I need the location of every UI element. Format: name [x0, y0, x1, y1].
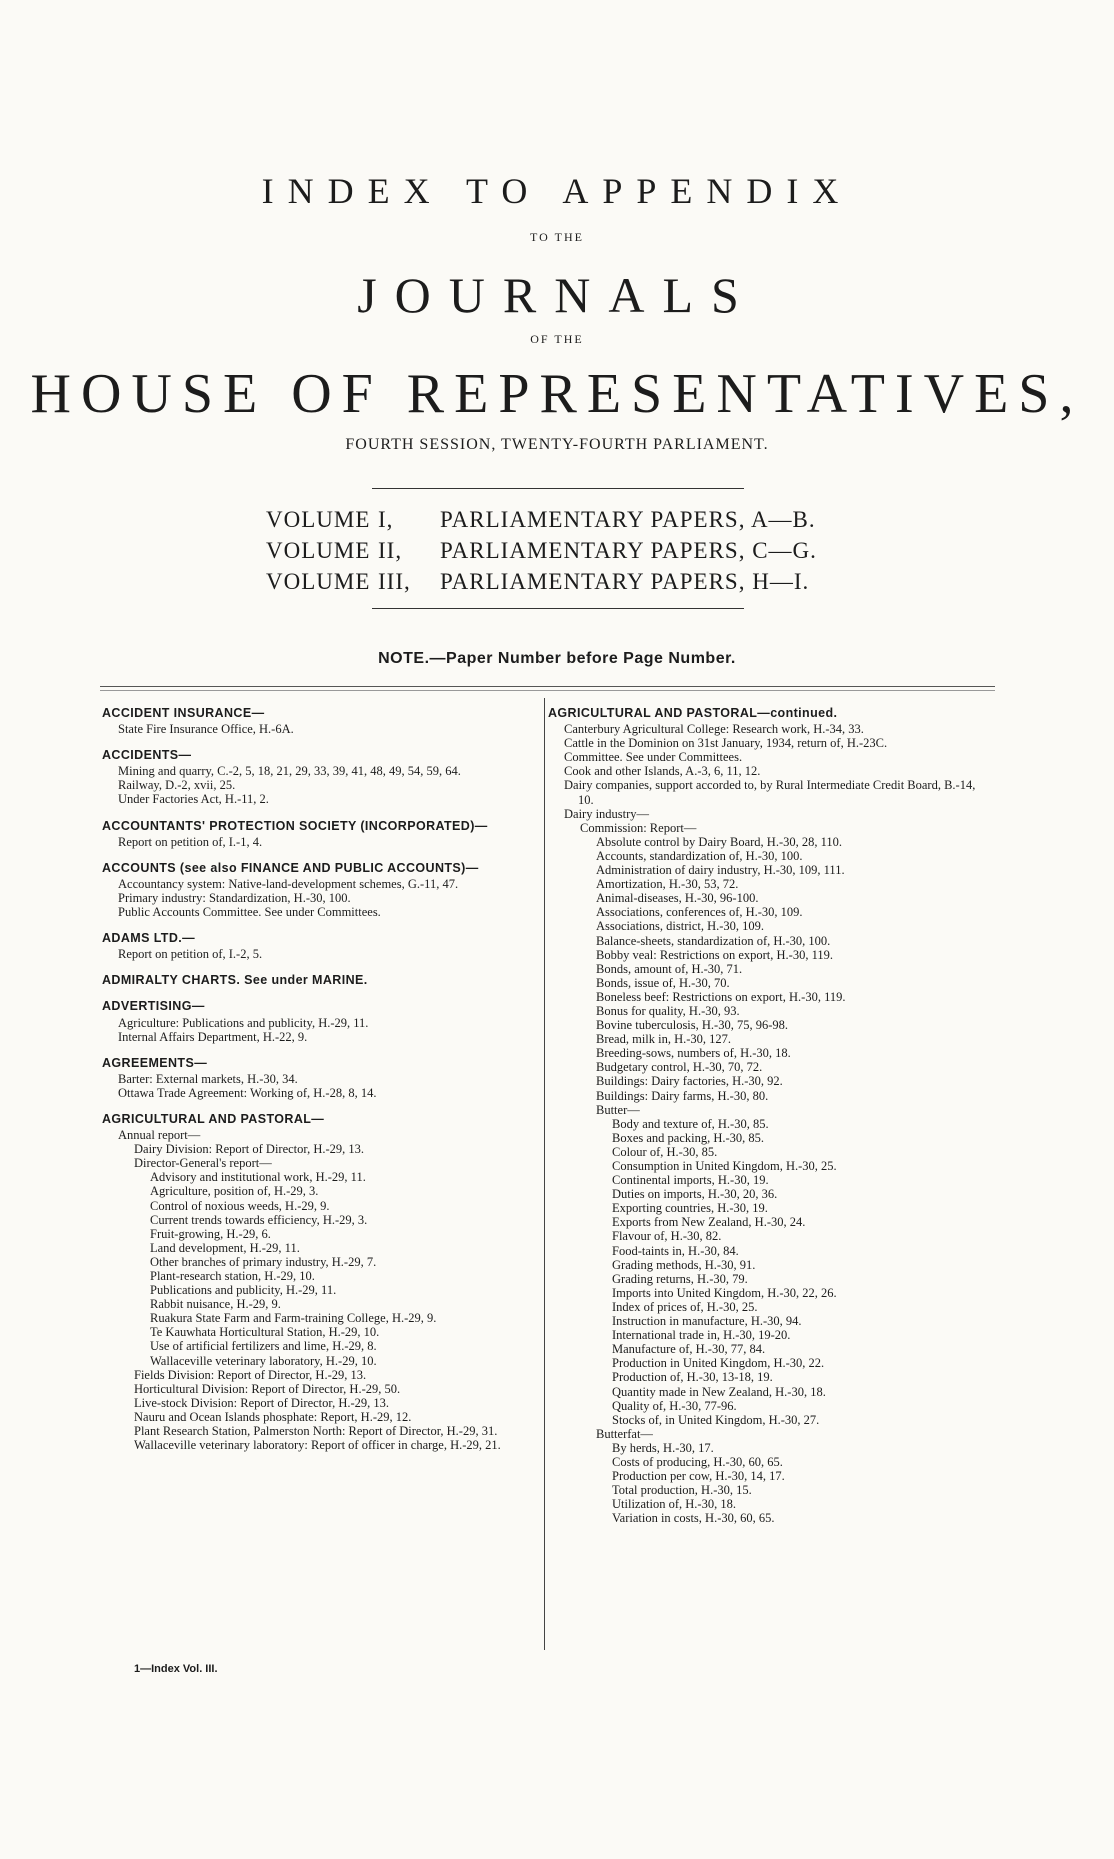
entry-line: Production per cow, H.-30, 14, 17.	[612, 1469, 785, 1484]
entry-heading: ADMIRALTY CHARTS. See under MARINE.	[102, 973, 368, 988]
entry-line: Other branches of primary industry, H.-29, 7.	[150, 1254, 377, 1269]
entry-line: Te Kauwhata Horticultural Station, H.-29, 10.	[150, 1325, 380, 1340]
index-entry	[102, 861, 534, 919]
entry-line: Mining and quarry, C.-2, 5, 18, 21, 29, 33, 39, 41, 48, 49, 54, 59, 64.	[118, 764, 461, 779]
of-the-label: OF THE	[530, 332, 584, 346]
entry-line: Commission: Report—	[580, 820, 697, 835]
entry-line: Administration of dairy industry, H.-30, 109, 111.	[596, 863, 845, 878]
entry-line: Land development, H.-29, 11.	[150, 1240, 300, 1255]
volume-row	[266, 504, 817, 535]
entry-line: Amortization, H.-30, 53, 72.	[596, 877, 739, 892]
index-entry	[102, 1056, 534, 1100]
entry-line: Fields Division: Report of Director, H.-29, 13.	[134, 1367, 367, 1382]
volume-text: PARLIAMENTARY PAPERS, C—G.	[440, 538, 817, 563]
volume-label: VOLUME	[266, 507, 371, 532]
entry-line: Quantity made in New Zealand, H.-30, 18.	[612, 1384, 826, 1399]
volume-number: II,	[378, 538, 403, 563]
entry-heading: ACCIDENTS—	[102, 748, 192, 763]
divider-rule-top	[372, 488, 744, 489]
entry-line: Flavour of, H.-30, 82.	[612, 1229, 722, 1244]
entry-line: Bonds, amount of, H.-30, 71.	[596, 961, 743, 976]
entry-line: Grading returns, H.-30, 79.	[612, 1271, 748, 1286]
column-divider	[544, 698, 545, 1650]
index-entry	[102, 706, 534, 736]
entry-line: Index of prices of, H.-30, 25.	[612, 1299, 758, 1314]
entry-line: State Fire Insurance Office, H.-6A.	[118, 722, 294, 737]
entry-line: Associations, conferences of, H.-30, 109.	[596, 905, 803, 920]
entry-line: Primary industry: Standardization, H.-30, 100.	[118, 890, 351, 905]
entry-line: Bonus for quality, H.-30, 93.	[596, 1003, 740, 1018]
entry-line: Absolute control by Dairy Board, H.-30, 28, 110.	[596, 834, 843, 849]
entry-line: Buildings: Dairy farms, H.-30, 80.	[596, 1088, 769, 1103]
entry-line: Internal Affairs Department, H.-22, 9.	[118, 1029, 308, 1044]
entry-line: Rabbit nuisance, H.-29, 9.	[150, 1297, 281, 1312]
entry-line: Committee. See under Committees.	[564, 750, 743, 765]
entry-line: Costs of producing, H.-30, 60, 65.	[612, 1454, 783, 1469]
entry-line: Body and texture of, H.-30, 85.	[612, 1116, 769, 1131]
entry-heading: ADVERTISING—	[102, 999, 205, 1014]
volume-label: VOLUME	[266, 569, 371, 594]
entry-line: Ottawa Trade Agreement: Working of, H.-28, 8, 14.	[118, 1085, 377, 1100]
volume-label: VOLUME	[266, 538, 371, 563]
entry-line: Use of artificial fertilizers and lime, H.-29, 8.	[150, 1339, 377, 1354]
entry-line: Plant-research station, H.-29, 10.	[150, 1269, 315, 1283]
entry-line: Butterfat—	[596, 1426, 653, 1441]
entry-line: Colour of, H.-30, 85.	[612, 1144, 718, 1159]
volume-number: III,	[378, 569, 411, 594]
entry-line: Publications and publicity, H.-29, 11.	[150, 1283, 337, 1298]
entry-heading: ACCIDENT INSURANCE—	[102, 706, 265, 720]
entry-line: Bread, milk in, H.-30, 127.	[596, 1032, 732, 1047]
entry-line: Current trends towards efficiency, H.-29, 3.	[150, 1212, 368, 1227]
entry-line: Cook and other Islands, A.-3, 6, 11, 12.	[564, 764, 761, 779]
entry-heading: AGRICULTURAL AND PASTORAL—continued.	[548, 706, 838, 720]
entry-line: Continental imports, H.-30, 19.	[612, 1173, 769, 1188]
entry-line: Accountancy system: Native-land-development schemes, G.-11, 47.	[118, 876, 459, 891]
double-rule	[100, 686, 995, 687]
entry-line: Plant Research Station, Palmerston North: Report of Director, H.-29, 31.	[134, 1424, 498, 1439]
entry-line: Production in United Kingdom, H.-30, 22.	[612, 1356, 825, 1371]
entry-line: Railway, D.-2, xvii, 25.	[118, 778, 236, 793]
volume-row	[266, 566, 817, 597]
entry-line: Buildings: Dairy factories, H.-30, 92.	[596, 1074, 783, 1089]
page-footer: 1—Index Vol. III.	[134, 1663, 218, 1675]
entry-heading: ADAMS LTD.—	[102, 931, 196, 946]
index-entry	[102, 819, 534, 849]
entry-line: Cattle in the Dominion on 31st January, 1934, return of, H.-23C.	[564, 736, 888, 751]
entry-line: Bobby veal: Restrictions on export, H.-30, 119.	[596, 947, 834, 962]
entry-line: Variation in costs, H.-30, 60, 65.	[612, 1511, 775, 1526]
entry-line: Total production, H.-30, 15.	[612, 1483, 752, 1498]
entry-line: Associations, district, H.-30, 109.	[596, 919, 765, 934]
entry-line: Grading methods, H.-30, 91.	[612, 1257, 756, 1272]
entry-line: Dairy Division: Report of Director, H.-29, 13.	[134, 1142, 365, 1157]
volume-text: PARLIAMENTARY PAPERS, H—I.	[440, 569, 810, 594]
index-title: INDEX TO APPENDIX	[261, 171, 853, 211]
entry-line: Wallaceville veterinary laboratory, H.-29, 10.	[150, 1353, 377, 1368]
entry-line: Production of, H.-30, 13-18, 19.	[612, 1370, 773, 1385]
entry-line: Bonds, issue of, H.-30, 70.	[596, 975, 730, 990]
entry-line: Quality of, H.-30, 77-96.	[612, 1398, 737, 1413]
entry-line: Exports from New Zealand, H.-30, 24.	[612, 1215, 806, 1230]
note-text: NOTE.—Paper Number before Page Number.	[378, 650, 736, 667]
index-entry	[102, 999, 534, 1043]
entry-line: Canterbury Agricultural College: Research work, H.-34, 33.	[564, 722, 864, 737]
house-title: HOUSE OF REPRESENTATIVES,	[30, 363, 1084, 425]
double-rule-lower	[100, 690, 995, 691]
entry-line: Report on petition of, I.-1, 4.	[118, 834, 263, 849]
entry-line: Barter: External markets, H.-30, 34.	[118, 1071, 298, 1086]
index-entry	[102, 973, 534, 987]
entry-line: Public Accounts Committee. See under Committees.	[118, 905, 381, 920]
entry-line: Agriculture, position of, H.-29, 3.	[150, 1184, 319, 1199]
journals-title: JOURNALS	[357, 267, 757, 323]
entry-line: Exporting countries, H.-30, 19.	[612, 1201, 768, 1216]
divider-rule-bottom	[372, 608, 744, 609]
index-entry	[102, 1112, 534, 1452]
entry-heading: ACCOUNTS (see also FINANCE AND PUBLIC ACCOUNTS)—	[102, 860, 479, 875]
entry-line: Manufacture of, H.-30, 77, 84.	[612, 1342, 766, 1357]
index-column-right	[548, 706, 993, 1537]
index-entry	[102, 748, 534, 806]
entry-line: Instruction in manufacture, H.-30, 94.	[612, 1314, 802, 1329]
entry-line: Director-General's report—	[134, 1156, 272, 1171]
volumes-list	[266, 504, 817, 597]
session-subtitle: FOURTH SESSION, TWENTY-FOURTH PARLIAMENT.	[345, 436, 769, 453]
entry-line: Boxes and packing, H.-30, 85.	[612, 1130, 765, 1145]
entry-line: By herds, H.-30, 17.	[612, 1440, 714, 1455]
entry-heading: AGRICULTURAL AND PASTORAL—	[102, 1111, 325, 1126]
entry-line: Consumption in United Kingdom, H.-30, 25.	[612, 1159, 837, 1173]
entry-line: Agriculture: Publications and publicity, H.-29, 11.	[118, 1015, 369, 1030]
entry-line: Report on petition of, I.-2, 5.	[118, 947, 263, 962]
entry-line: Ruakura State Farm and Farm-training College, H.-29, 9.	[150, 1311, 437, 1326]
entry-line: Imports into United Kingdom, H.-30, 22, 26.	[612, 1285, 837, 1300]
entry-line: Breeding-sows, numbers of, H.-30, 18.	[596, 1046, 791, 1061]
entry-line: International trade in, H.-30, 19-20.	[612, 1328, 791, 1343]
entry-line: Under Factories Act, H.-11, 2.	[118, 792, 269, 807]
entry-line: Bovine tuberculosis, H.-30, 75, 96-98.	[596, 1018, 788, 1033]
entry-line: Dairy industry—	[564, 806, 650, 821]
entry-line: Fruit-growing, H.-29, 6.	[150, 1226, 271, 1241]
entry-heading: ACCOUNTANTS' PROTECTION SOCIETY (INCORPORATED)—	[102, 818, 488, 833]
to-the-label: TO THE	[530, 230, 584, 244]
entry-line: Utilization of, H.-30, 18.	[612, 1497, 736, 1512]
entry-line: Horticultural Division: Report of Director, H.-29, 50.	[134, 1381, 401, 1396]
entry-line: Accounts, standardization of, H.-30, 100.	[596, 848, 803, 863]
volume-text: PARLIAMENTARY PAPERS, A—B.	[440, 507, 816, 532]
volume-row	[266, 535, 817, 566]
entry-line: Annual report—	[118, 1128, 201, 1143]
entry-line: Food-taints in, H.-30, 84.	[612, 1243, 739, 1258]
entry-line: Balance-sheets, standardization of, H.-30, 100.	[596, 933, 831, 948]
entry-line: Butter—	[596, 1102, 640, 1117]
index-entry	[102, 931, 534, 961]
volume-number: I,	[378, 507, 394, 532]
entry-line: Stocks of, in United Kingdom, H.-30, 27.	[612, 1412, 820, 1427]
index-entry	[548, 706, 993, 1525]
entry-line: Budgetary control, H.-30, 70, 72.	[596, 1060, 763, 1075]
entry-line: Animal-diseases, H.-30, 96-100.	[596, 891, 759, 906]
entry-line: Nauru and Ocean Islands phosphate: Report, H.-29, 12.	[134, 1409, 412, 1424]
entry-heading: AGREEMENTS—	[102, 1055, 208, 1070]
entry-line: Wallaceville veterinary laboratory: Report of officer in charge, H.-29, 21.	[134, 1438, 501, 1453]
entry-line: Duties on imports, H.-30, 20, 36.	[612, 1187, 778, 1202]
entry-line: Control of noxious weeds, H.-29, 9.	[150, 1198, 330, 1213]
entry-line: Live-stock Division: Report of Director, H.-29, 13.	[134, 1395, 390, 1410]
entry-line: Boneless beef: Restrictions on export, H.-30, 119.	[596, 989, 846, 1004]
entry-line: Dairy companies, support accorded to, by Rural Intermediate Credit Board, B.-14, 10.	[564, 778, 976, 807]
entry-line: Advisory and institutional work, H.-29, 11.	[150, 1170, 366, 1185]
index-column-left	[102, 706, 534, 1464]
